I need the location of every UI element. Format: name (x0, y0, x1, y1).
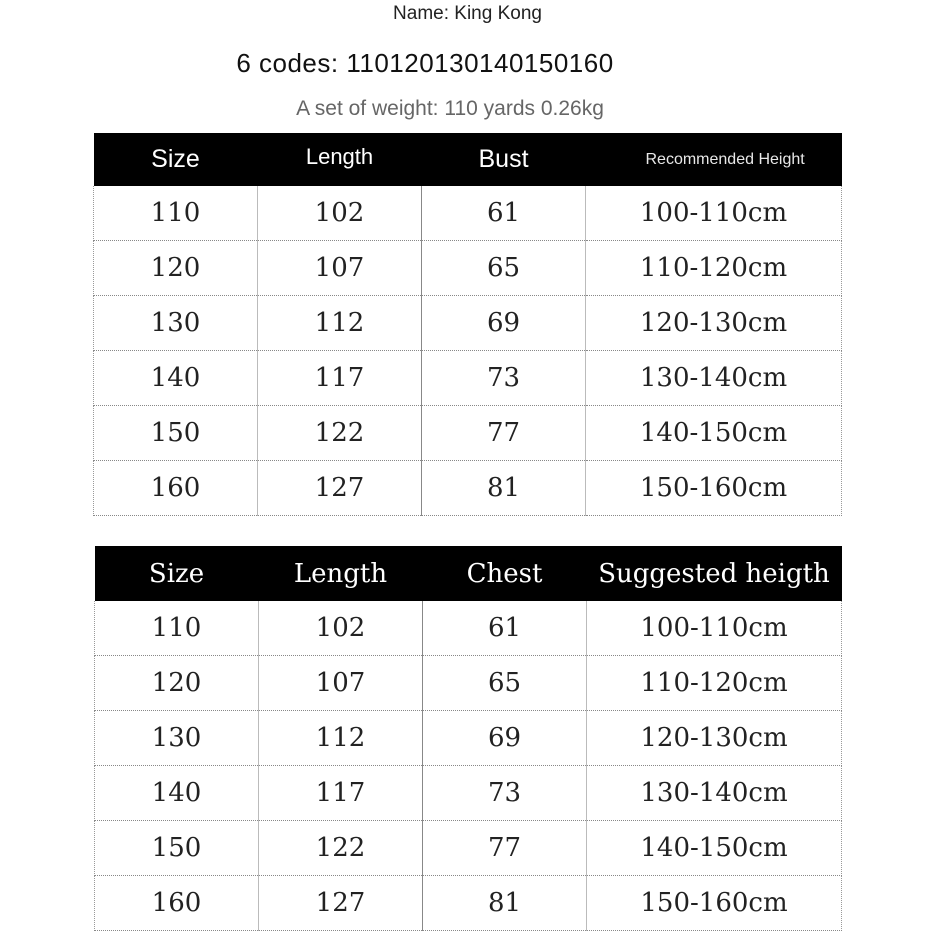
cell-height: 130-140cm (586, 351, 842, 406)
cell-measure: 61 (422, 186, 586, 241)
table-row (94, 186, 842, 241)
header-suggested-height: Suggested heigth (587, 546, 842, 601)
cell-size: 120 (95, 656, 259, 711)
cell-measure: 65 (423, 656, 587, 711)
header-size: Size (94, 133, 258, 186)
header-bust: Bust (422, 133, 586, 186)
table-row (95, 821, 842, 876)
table-row (95, 876, 842, 931)
table-row (95, 656, 842, 711)
cell-length: 112 (259, 711, 423, 766)
cell-measure: 65 (422, 241, 586, 296)
cell-height: 100-110cm (587, 601, 842, 656)
cell-size: 160 (95, 876, 259, 931)
cell-height: 150-160cm (587, 876, 842, 931)
cell-height: 140-150cm (587, 821, 842, 876)
cell-height: 110-120cm (586, 241, 842, 296)
table-row (94, 241, 842, 296)
size-table-2 (94, 546, 842, 931)
table-row (95, 601, 842, 656)
table-row (94, 351, 842, 406)
cell-size: 150 (94, 406, 258, 461)
cell-height: 120-130cm (587, 711, 842, 766)
weight-info: A set of weight: 110 yards 0.26kg (296, 97, 604, 120)
table-header-row (95, 546, 842, 601)
size-table-1 (93, 133, 842, 516)
size-codes: 6 codes: 110120130140150160 (236, 48, 614, 78)
header-length: Length (258, 133, 422, 186)
cell-measure: 77 (423, 821, 587, 876)
product-name: Name: King Kong (393, 3, 542, 24)
cell-length: 122 (259, 821, 423, 876)
table-row (95, 711, 842, 766)
table-row (94, 296, 842, 351)
cell-length: 127 (258, 461, 422, 516)
table-row (94, 406, 842, 461)
cell-length: 102 (259, 601, 423, 656)
cell-length: 107 (258, 241, 422, 296)
cell-height: 100-110cm (586, 186, 842, 241)
cell-size: 140 (94, 351, 258, 406)
cell-size: 110 (95, 601, 259, 656)
cell-measure: 81 (423, 876, 587, 931)
table-row (95, 766, 842, 821)
header-size: Size (95, 546, 259, 601)
cell-height: 130-140cm (587, 766, 842, 821)
cell-length: 112 (258, 296, 422, 351)
cell-length: 127 (259, 876, 423, 931)
cell-height: 120-130cm (586, 296, 842, 351)
cell-measure: 77 (422, 406, 586, 461)
cell-height: 140-150cm (586, 406, 842, 461)
cell-size: 120 (94, 241, 258, 296)
cell-length: 117 (258, 351, 422, 406)
cell-measure: 69 (423, 711, 587, 766)
cell-length: 117 (259, 766, 423, 821)
header-length: Length (259, 546, 423, 601)
table-row (94, 461, 842, 516)
cell-size: 140 (95, 766, 259, 821)
cell-size: 130 (94, 296, 258, 351)
cell-length: 122 (258, 406, 422, 461)
cell-measure: 69 (422, 296, 586, 351)
cell-length: 107 (259, 656, 423, 711)
cell-size: 110 (94, 186, 258, 241)
header-chest: Chest (423, 546, 587, 601)
cell-size: 160 (94, 461, 258, 516)
header-recommended-height: Recommended Height (586, 133, 842, 186)
cell-height: 110-120cm (587, 656, 842, 711)
cell-measure: 81 (422, 461, 586, 516)
cell-measure: 73 (423, 766, 587, 821)
cell-size: 130 (95, 711, 259, 766)
cell-measure: 61 (423, 601, 587, 656)
cell-measure: 73 (422, 351, 586, 406)
table-header-row (94, 133, 842, 186)
cell-length: 102 (258, 186, 422, 241)
cell-height: 150-160cm (586, 461, 842, 516)
cell-size: 150 (95, 821, 259, 876)
